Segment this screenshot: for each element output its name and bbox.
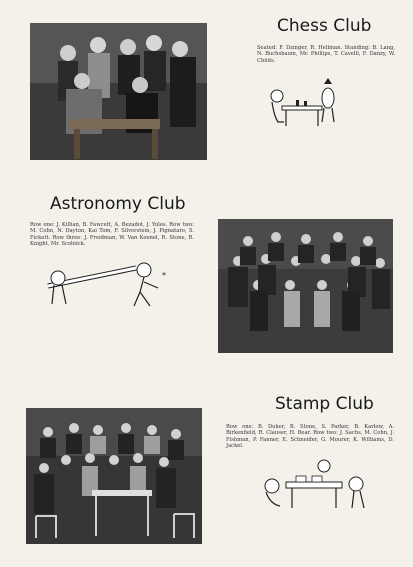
stamp-club-photo [26,408,202,544]
astronomy-club-title: Astronomy Club [50,194,186,214]
astronomy-cartoon [40,256,170,312]
chess-players-illustration [262,76,344,130]
chess-cartoon [262,76,344,130]
chess-club-caption: Seated: F. Dzinger, R. Hellman. Standing: B. Lang, N. Buchsbaum, Mr. Phillips, T. Cavelli, F. Danzy, W. Childs. [257,45,395,64]
stamp-club-photo-image [26,408,202,544]
svg-text:*: * [162,271,166,280]
stamp-club-caption: Row one: B. Duker, B. Stone, S. Parker, B. Karlow, A. Birkenfield, R. Clauser, H. Bear. Row two: J. Sachs, M. Cohn, J. Fishman, P. Fanner, E. Schneider, G. Mourer, K. Williams, D. Jackel. [226,424,394,449]
chess-club-title: Chess Club [277,16,372,36]
chess-club-photo-image [30,23,207,160]
astronomy-club-photo-image [218,219,393,353]
chess-club-photo [30,23,207,160]
astronomy-club-photo [218,219,393,353]
stamp-cartoon [256,458,376,514]
stamp-club-title: Stamp Club [275,394,374,414]
astronomy-club-caption: Row one: J. Killian, B. Fawcett, A. Bezadot, J. Yules. Row two: M. Cohn, N. Dayton, Kai Tom, F. Silverstein, J. Pignataro, S. Fickett. Row three: J. Freidman, W. Van Koenel, R. Stone, R. Knight, Mr. Scolnick. [30,222,194,247]
stamp-collectors-illustration [256,458,376,514]
telescope-illustration [40,256,170,312]
